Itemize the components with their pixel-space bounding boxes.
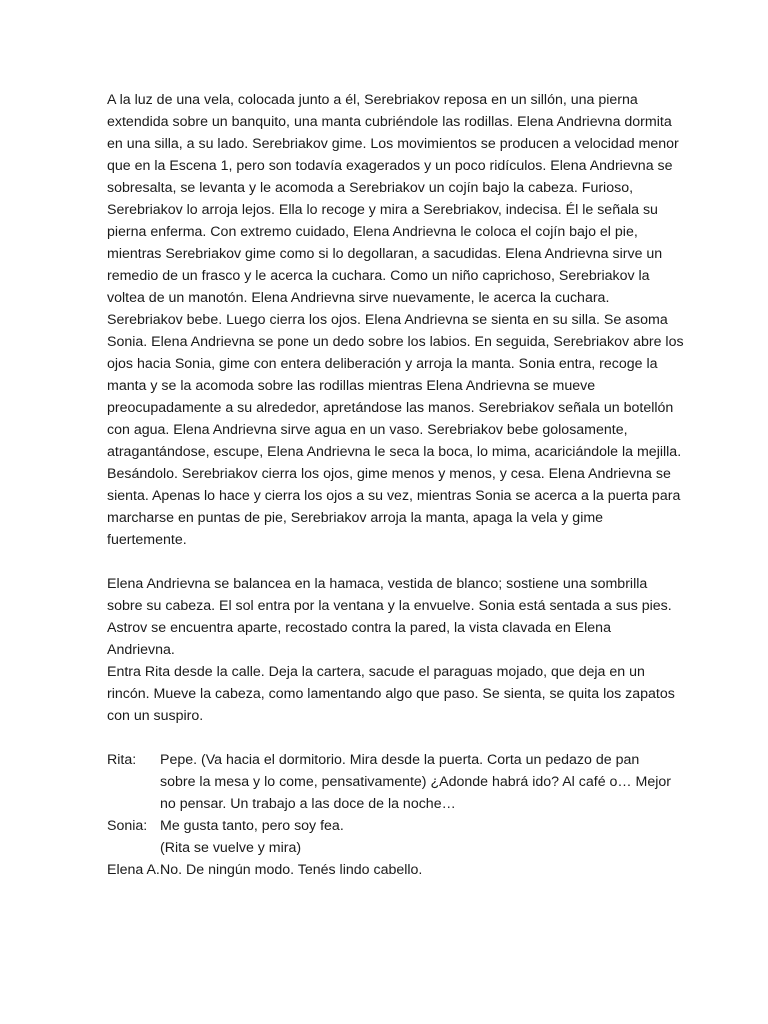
paragraph-stage-directions-2 [107, 573, 675, 727]
speech-line: sobre la mesa y lo come, pensativamente) ¿Adonde habrá ido? Al café o… Mejor [160, 774, 672, 790]
text-line: Besándolo. Serebriakov cierra los ojos, gime menos y menos, y cesa. Elena Andrievna se [107, 466, 671, 482]
text-line: con agua. Elena Andrievna sirve agua en un vaso. Serebriakov bebe golosamente, [107, 422, 628, 438]
text-line: Astrov se encuentra aparte, recostado contra la pared, la vista clavada en Elena [107, 620, 611, 636]
speech-line: Pepe. (Va hacia el dormitorio. Mira desde la puerta. Corta un pedazo de pan [160, 752, 640, 768]
text-line: rincón. Mueve la cabeza, como lamentando algo que paso. Se sienta, se quita los zapatos [107, 686, 675, 702]
text-line: mientras Serebriakov gime como si lo degollaran, a sacudidas. Elena Andrievna sirve un [107, 246, 663, 262]
text-line: sienta. Apenas lo hace y cierra los ojos a su vez, mientras Sonia se acerca a la puerta para [107, 488, 681, 504]
speaker-name: Rita: [107, 752, 137, 768]
text-line: atragantándose, escupe, Elena Andrievna le seca la boca, lo mima, acariciándole la mejilla. [107, 444, 682, 460]
text-line: Serebriakov bebe. Luego cierra los ojos. Elena Andrievna se sienta en su silla. Se asoma [107, 312, 668, 328]
text-line: sobre su cabeza. El sol entra por la ventana y la envuelve. Sonia está sentada a sus pies. [107, 598, 672, 614]
text-line: con un suspiro. [107, 708, 204, 724]
speaker-name: Sonia: [107, 818, 148, 834]
text-line: Andrievna. [107, 642, 175, 658]
speech-line: Me gusta tanto, pero soy fea. [160, 818, 344, 834]
text-line: ojos hacia Sonia, gime con entera deliberación y arroja la manta. Sonia entra, recoge la [107, 356, 658, 372]
text-line: fuertemente. [107, 532, 187, 548]
text-line: que en la Escena 1, pero son todavía exagerados y un poco ridículos. Elena Andrievna se [107, 158, 673, 174]
speech-line: No. De ningún modo. Tenés lindo cabello. [160, 862, 423, 878]
dialogue-block [107, 749, 672, 881]
speaker-name: Elena A.: [107, 862, 164, 878]
text-line: preocupadamente a su alrededor, apretándose las manos. Serebriakov señala un botellón [107, 400, 674, 416]
text-line: Entra Rita desde la calle. Deja la cartera, sacude el paraguas mojado, que deja en un [107, 664, 645, 680]
dialogue-entry-rita [107, 749, 672, 815]
text-line: pierna enferma. Con extremo cuidado, Elena Andrievna le coloca el cojín bajo el pie, [107, 224, 638, 240]
text-line: A la luz de una vela, colocada junto a él, Serebriakov reposa en un sillón, una pierna [107, 92, 638, 108]
speech-line: no pensar. Un trabajo a las doce de la noche… [160, 796, 456, 812]
paragraph-stage-directions-1 [107, 89, 684, 551]
text-line: voltea de un manotón. Elena Andrievna sirve nuevamente, le acerca la cuchara. [107, 290, 610, 306]
speech-text [160, 749, 671, 815]
document-page [107, 89, 684, 881]
speech-text [160, 815, 667, 859]
text-line: en una silla, a su lado. Serebriakov gime. Los movimientos se producen a velocidad menor [107, 136, 679, 152]
text-line: extendida sobre un banquito, una manta cubriéndole las rodillas. Elena Andrievna dormita [107, 114, 672, 130]
text-line: Sonia. Elena Andrievna se pone un dedo sobre los labios. En seguida, Serebriakov abre los [107, 334, 684, 350]
text-line: Serebriakov lo arroja lejos. Ella lo recoge y mira a Serebriakov, indecisa. Él le señala su [107, 202, 658, 218]
dialogue-entry-sonia [107, 815, 667, 859]
speech-line: (Rita se vuelve y mira) [160, 840, 302, 856]
paragraph-spacer [107, 727, 667, 749]
text-line: manta y se la acomoda sobre las rodillas mientras Elena Andrievna se mueve [107, 378, 596, 394]
text-line: marcharse en puntas de pie, Serebriakov arroja la manta, apaga la vela y gime [107, 510, 604, 526]
text-line: Elena Andrievna se balancea en la hamaca, vestida de blanco; sostiene una sombrilla [107, 576, 648, 592]
dialogue-entry-elena [107, 859, 667, 881]
text-line: sobresalta, se levanta y le acomoda a Serebriakov un cojín bajo la cabeza. Furioso, [107, 180, 634, 196]
paragraph-spacer [107, 551, 667, 573]
speech-text [160, 859, 667, 881]
text-line: remedio de un frasco y le acerca la cuchara. Como un niño caprichoso, Serebriakov la [107, 268, 650, 284]
